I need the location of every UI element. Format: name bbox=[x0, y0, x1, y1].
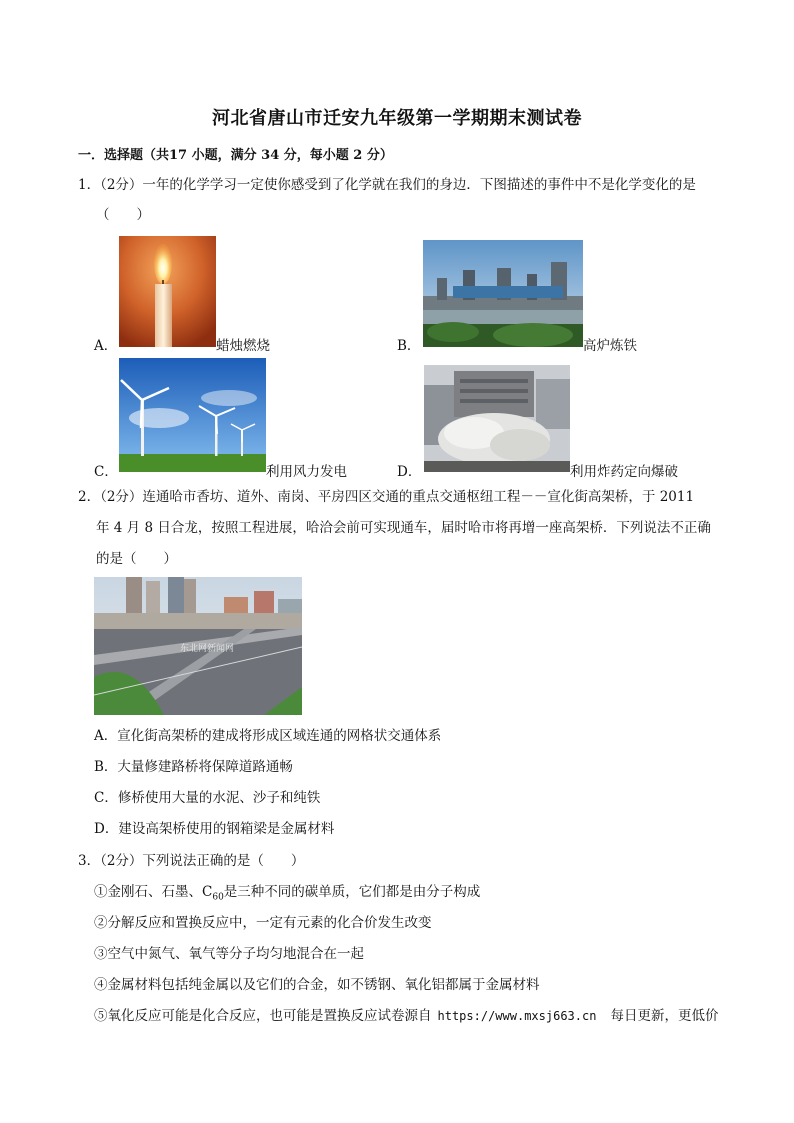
wind-turbine-image bbox=[119, 358, 266, 472]
q1-stem-line1: 1．（2分）一年的化学学习一定使你感受到了化学就在我们的身边．下图描述的事件中不是化学变化的是 bbox=[78, 177, 696, 193]
q2-stem-line1: 2．（2分）连通哈市香坊、道外、南岗、平房四区交通的重点交通枢纽工程－－宣化街高架桥，于 2011 bbox=[78, 489, 695, 505]
q2-stem-line3: 的是（ ） bbox=[96, 551, 177, 567]
q3-statement-3: ③空气中氮气、氧气等分子均匀地混合在一起 bbox=[94, 946, 364, 962]
q3-statement-4: ④金属材料包括纯金属以及它们的合金，如不锈钢、氧化铝都属于金属材料 bbox=[94, 977, 540, 993]
q2-option-c: C．修桥使用大量的水泥、沙子和纯铁 bbox=[94, 790, 321, 806]
q3-statement-1: ①金刚石、石墨、$C_{60}$是三种不同的碳单质，它们都是由分子构成 bbox=[94, 884, 481, 903]
q1-option-b-caption: 高炉炼铁 bbox=[583, 338, 637, 354]
q1-option-c-caption: 利用风力发电 bbox=[266, 464, 347, 480]
demolition-image bbox=[424, 365, 570, 472]
q1-option-b-letter: B． bbox=[397, 338, 421, 354]
q3-statement-2: ②分解反应和置换反应中，一定有元素的化合价发生改变 bbox=[94, 915, 432, 931]
blast-furnace-image bbox=[423, 240, 583, 347]
q2-option-d: D．建设高架桥使用的钢箱梁是金属材料 bbox=[94, 821, 335, 837]
q2-stem-line2: 年 4 月 8 日合龙，按照工程进展，哈洽会前可实现通车，届时哈市将再增一座高架桥．下列说法不正确 bbox=[96, 520, 711, 536]
q1-option-a-caption: 蜡烛燃烧 bbox=[216, 338, 270, 354]
source-url-link[interactable]: https://www.mxsj663.cn bbox=[437, 1009, 597, 1023]
q1-option-d-caption: 利用炸药定向爆破 bbox=[570, 464, 678, 480]
q1-stem-line2: （ ） bbox=[96, 207, 150, 223]
q1-option-d-letter: D． bbox=[397, 464, 422, 480]
q2-option-b: B．大量修建路桥将保障道路通畅 bbox=[94, 759, 293, 775]
q1-option-a-letter: A． bbox=[94, 338, 118, 354]
candle-image bbox=[119, 236, 216, 347]
image-watermark: 东北网新闻网 bbox=[180, 644, 235, 654]
overpass-image bbox=[94, 577, 302, 715]
q2-option-a: A．宣化街高架桥的建成将形成区域连通的网格状交通体系 bbox=[94, 728, 442, 744]
section-heading: 一．选择题（共17 小题，满分 34 分，每小题 2 分） bbox=[78, 148, 393, 163]
page-title: 河北省唐山市迁安九年级第一学期期末测试卷 bbox=[212, 108, 582, 129]
q3-stem: 3．（2分）下列说法正确的是（ ） bbox=[78, 853, 305, 869]
q3-statement-5: ⑤氧化反应可能是化合反应，也可能是置换反应试卷源自 https://www.mxsj663.cn 每日更新，更低价 bbox=[94, 1008, 719, 1024]
q1-option-c-letter: C． bbox=[94, 464, 118, 480]
